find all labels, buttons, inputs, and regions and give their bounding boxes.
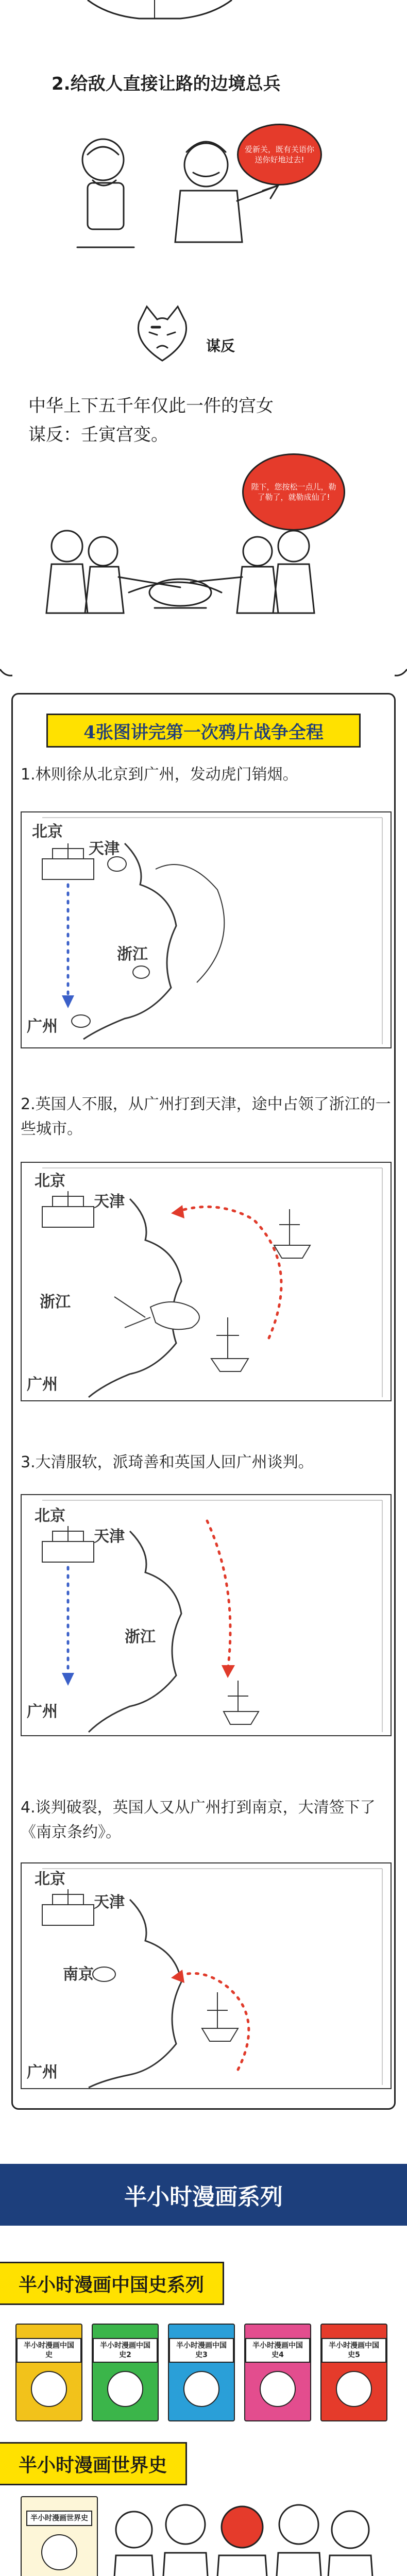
war-step-2-text: 2.英国人不服，从广州打到天津，途中占领了浙江的一些城市。	[21, 1095, 391, 1138]
war-map-3	[21, 1494, 392, 1736]
top-cropped-figure-sketch	[77, 0, 242, 21]
war-map-2	[21, 1162, 392, 1401]
map-label-zhejiang: 浙江	[117, 945, 148, 963]
book-cover[interactable]: 半小时漫画中国史2	[92, 2324, 159, 2421]
map-label-guangzhou: 广州	[27, 1703, 58, 1721]
map-label-beijing: 北京	[35, 1870, 65, 1888]
cartoon-face-icon	[31, 2371, 67, 2407]
map-label-nanjing: 南京	[63, 1965, 94, 1984]
war-step-1-text: 1.林则徐从北京到广州，发动虎门销烟。	[21, 766, 298, 784]
book-cover[interactable]: 半小时漫画中国史3	[168, 2324, 235, 2421]
series-tag-world-history[interactable]: 半小时漫画世界史	[0, 2442, 187, 2485]
map-label-guangzhou: 广州	[27, 1018, 58, 1036]
map-label-tianjin: 天津	[89, 840, 120, 858]
map-label-beijing: 北京	[35, 1172, 65, 1190]
war-map-1	[21, 811, 392, 1048]
paragraph-line: 谋反：壬寅宫变。	[28, 425, 168, 445]
war-map-1-drawing	[22, 812, 392, 1048]
war-step-3-text: 3.大清服软，派琦善和英国人回广州谈判。	[21, 1453, 314, 1471]
speech-bubble-general: 爱新关，既有关语你送你好地过去!	[237, 124, 322, 185]
map-label-guangzhou: 广州	[27, 2063, 58, 2081]
map-label-beijing: 北京	[35, 1507, 65, 1525]
book-cover[interactable]: 半小时漫画中国史4	[244, 2324, 311, 2421]
map-label-guangzhou: 广州	[27, 1376, 58, 1394]
map-label-tianjin: 天津	[94, 1528, 125, 1546]
war-map-4	[21, 1862, 392, 2089]
section-divider	[0, 667, 407, 677]
war-map-2-drawing	[22, 1163, 392, 1401]
cat-avatar-icon	[129, 301, 196, 368]
section-heading-border-general: 2.给敌人直接让路的边境总兵	[52, 74, 281, 94]
book-cover[interactable]: 半小时漫画中国史5	[320, 2324, 387, 2421]
comic-palace-revolt-illustration	[36, 515, 325, 629]
palace-maid-paragraph	[28, 392, 384, 449]
cartoon-face-icon	[336, 2371, 372, 2407]
map-label-zhejiang: 浙江	[40, 1293, 71, 1311]
cartoon-face-icon	[107, 2371, 143, 2407]
map-label-beijing: 北京	[32, 823, 63, 841]
cartoon-face-icon	[260, 2371, 296, 2407]
map-label-zhejiang: 浙江	[125, 1628, 156, 1646]
series-tag-china-history[interactable]: 半小时漫画中国史系列	[0, 2262, 224, 2305]
cartoon-face-icon	[183, 2371, 219, 2407]
cartoon-face-icon	[41, 2534, 77, 2570]
book-cover[interactable]: 半小时漫画世界史	[21, 2496, 98, 2576]
world-history-characters-illustration	[108, 2488, 397, 2576]
cat-avatar-label: 谋反	[206, 337, 235, 354]
map-label-tianjin: 天津	[94, 1893, 125, 1911]
opium-war-card-title: 4张图讲完第一次鸦片战争全程	[46, 714, 361, 748]
series-header: 半小时漫画系列	[0, 2164, 407, 2226]
book-cover[interactable]: 半小时漫画中国史	[15, 2324, 82, 2421]
paragraph-line: 中华上下五千年仅此一件的宫女	[28, 396, 274, 416]
map-label-tianjin: 天津	[94, 1193, 125, 1211]
war-step-4-text: 4.谈判破裂，英国人又从广州打到南京，大清签下了《南京条约》。	[21, 1799, 376, 1841]
speech-bubble-maid: 陛下，您按松一点儿，勒了勒了，就勒成仙了!	[242, 453, 345, 531]
war-map-3-drawing	[22, 1495, 392, 1736]
